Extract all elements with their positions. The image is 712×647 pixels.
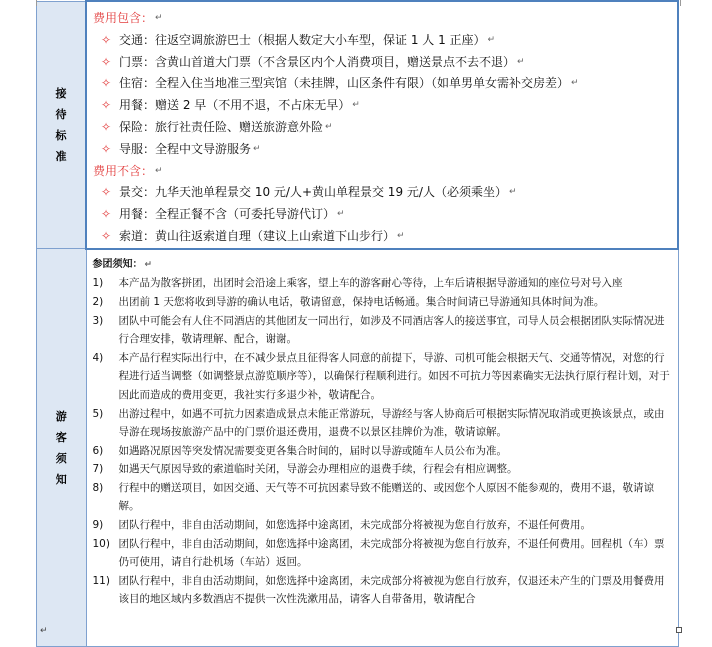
notice-item-text: 团队行程中，非自由活动期间，如您选择中途离团，未完成部分将被视为您自行放弃，仅退还未产生的门票及用餐费用该目的地区域内多数酒店不提供一次性洗漱用品，请客人自带备用，敬请配合 — [118, 574, 665, 606]
return-mark-icon: ↵ — [144, 259, 153, 270]
excluded-list — [93, 182, 677, 247]
included-item-text: 导服：全程中文导游服务 — [119, 141, 252, 156]
label-char: 标 — [55, 128, 67, 142]
crop-mark-icon — [680, 0, 691, 6]
notice-item-text: 团队行程中，非自由活动期间，如您选择中途离团，未完成部分将被视为您自行放弃，不退任何费用。 — [118, 519, 591, 532]
notice-item-number: 6) — [92, 444, 104, 457]
notice-item-number: 8) — [92, 481, 104, 494]
return-mark-icon: ↵ — [155, 13, 163, 23]
included-item — [93, 139, 677, 161]
return-mark-icon: ↵ — [40, 626, 48, 636]
notice-item-text: 出团前 1 天您将收到导游的确认电话，敬请留意，保持电话畅通。集合时间请已导游通知具体时间为准。 — [118, 295, 605, 308]
return-mark-icon: ↵ — [571, 78, 579, 89]
notice-list — [93, 274, 678, 609]
excluded-item — [93, 182, 677, 204]
return-mark-icon: ↵ — [155, 165, 163, 176]
notice-item — [93, 405, 678, 442]
itinerary-table — [36, 0, 679, 647]
reception-label — [54, 83, 68, 167]
return-mark-icon: ↵ — [517, 56, 525, 67]
included-item-text: 用餐：赠送 2 早（不用不退，不占床无早） — [119, 98, 351, 113]
notice-item — [93, 442, 678, 461]
notice-item — [93, 535, 678, 572]
notice-item-number: 7) — [92, 463, 104, 476]
notice-item-text: 如遇路况原因等突发情况需要变更各集合时间的，届时以导游或随车人员公布为准。 — [118, 444, 507, 457]
label-char: 待 — [55, 107, 67, 121]
label-char: 游 — [55, 409, 67, 423]
diamond-bullet-icon: ✧ — [100, 141, 112, 156]
notice-item-number: 9) — [92, 519, 104, 532]
notice-item-number: 4) — [92, 351, 104, 364]
crop-mark-icon — [26, 0, 37, 6]
diamond-bullet-icon: ✧ — [100, 76, 112, 91]
label-char: 须 — [55, 451, 67, 465]
diamond-bullet-icon: ✧ — [100, 119, 112, 134]
return-mark-icon: ↵ — [508, 187, 517, 198]
notice-item — [93, 516, 678, 535]
included-item — [93, 30, 677, 52]
notice-title: 参团须知： ↵ — [93, 256, 678, 275]
notice-item — [93, 312, 678, 349]
return-mark-icon: ↵ — [337, 209, 345, 220]
notice-item — [93, 349, 678, 405]
included-item-text: 住宿：全程入住当地准三型宾馆（未挂牌，山区条件有限）（如单男单女需补交房差） — [119, 76, 570, 91]
notice-item — [93, 460, 678, 479]
label-char: 知 — [55, 472, 67, 486]
excluded-item — [93, 226, 677, 248]
diamond-bullet-icon: ✧ — [100, 98, 112, 113]
notice-item-number: 10) — [92, 537, 110, 550]
label-char: 客 — [55, 430, 67, 444]
included-item — [93, 52, 677, 74]
notice-item — [93, 274, 678, 293]
notice-item-text: 出游过程中，如遇不可抗力因素造成景点未能正常游玩，导游经与客人协商后可根据实际情况取消或更换该景点，或由导游在现场按旅游产品中的门票价退还费用，退费不以景区挂牌价为准，敬请谅解。 — [118, 407, 665, 439]
included-item — [93, 95, 677, 117]
excluded-heading: 费用不含： ↵ — [93, 161, 677, 183]
notice-item-text: 行程中的赠送项目，如因交通、天气等不可抗因素导致不能赠送的、或因您个人原因不能参观的，费用不退，敬请谅解。 — [118, 481, 654, 513]
excluded-item-text: 景交：九华天池单程景交 10 元/人+黄山单程景交 19 元/人（必须乘坐） — [119, 185, 507, 200]
included-heading: 费用包含： ↵ — [93, 8, 677, 30]
reception-row — [37, 1, 679, 249]
reception-content-cell[interactable] — [86, 1, 678, 249]
excluded-item-text: 用餐：全程正餐不含（可委托导游代订） — [119, 207, 336, 222]
notice-item-text: 团队中可能会有人住不同酒店的其他团友一同出行，如涉及不同酒店客人的接送事宜，司导人员会根据团队实际情况进行合理安排，敬请理解、配合，谢谢。 — [118, 314, 665, 346]
notice-item-number: 5) — [92, 407, 104, 420]
included-list — [93, 30, 677, 161]
return-mark-icon: ↵ — [253, 143, 261, 154]
notice-label-cell — [37, 249, 87, 647]
return-mark-icon: ↵ — [352, 100, 360, 111]
notice-item-number: 3) — [92, 314, 104, 327]
diamond-bullet-icon: ✧ — [100, 32, 112, 47]
label-char: 准 — [55, 149, 67, 163]
notice-item-number: 1) — [92, 277, 104, 290]
notice-item-text: 本产品行程实际出行中，在不减少景点且征得客人同意的前提下，导游、司机可能会根据天气、交通等情况，对您的行程进行适当调整（如调整景点游览顺序等），以确保行程顺利进行。如因不可抗力等因素确实无法执行原行程计划，对于因此而造成的费用变更，我社实行多退少补，敬请配合。 — [118, 351, 670, 401]
notice-item — [93, 572, 678, 609]
notice-item — [93, 293, 678, 312]
notice-item — [93, 479, 678, 516]
included-item — [93, 73, 677, 95]
notice-item-number: 2) — [92, 295, 104, 308]
included-item-text: 交通：往返空调旅游巴士（根据人数定大小车型，保证 1 人 1 正座） — [119, 32, 486, 47]
diamond-bullet-icon: ✧ — [100, 54, 112, 69]
notice-item-text: 团队行程中，非自由活动期间，如您选择中途离团，未完成部分将被视为您自行放弃，不退任何费用。回程机（车）票仍可使用，请自行赴机场（车站）返回。 — [118, 537, 665, 569]
excluded-item-text: 索道：黄山往返索道自理（建议上山索道下山步行） — [119, 228, 396, 243]
return-mark-icon: ↵ — [325, 121, 333, 132]
notice-item-text: 如遇天气原因导致的索道临时关闭，导游会办理相应的退费手续，行程会有相应调整。 — [118, 463, 518, 476]
excluded-item — [93, 204, 677, 226]
included-item-text: 门票：含黄山首道大门票（不含景区内个人消费项目，赠送景点不去不退） — [119, 54, 516, 69]
included-item — [93, 117, 677, 139]
return-mark-icon: ↵ — [397, 230, 405, 241]
diamond-bullet-icon: ✧ — [100, 185, 112, 200]
return-mark-icon: ↵ — [487, 34, 496, 45]
label-char: 接 — [55, 86, 67, 100]
reception-label-cell — [37, 1, 87, 249]
included-item-text: 保险：旅行社责任险、赠送旅游意外险 — [119, 119, 324, 134]
notice-label — [54, 406, 68, 490]
table-resize-handle[interactable] — [676, 627, 682, 633]
diamond-bullet-icon: ✧ — [100, 228, 112, 243]
notice-content-cell[interactable] — [86, 249, 678, 647]
diamond-bullet-icon: ✧ — [100, 207, 112, 222]
notice-item-text: 本产品为散客拼团，出团时会沿途上乘客，望上车的游客耐心等待，上车后请根据导游通知的座位号对号入座 — [118, 277, 623, 290]
notice-row — [37, 249, 679, 647]
notice-item-number: 11) — [92, 574, 110, 587]
